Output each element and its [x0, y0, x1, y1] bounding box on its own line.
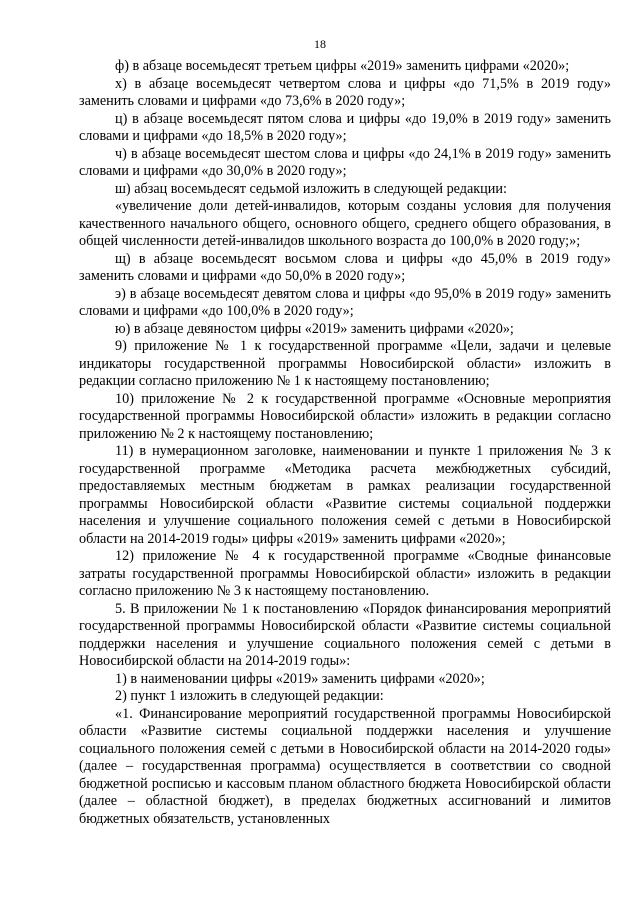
- paragraph: 2) пункт 1 изложить в следующей редакции:: [115, 688, 384, 704]
- paragraph: э) в абзаце восемьдесят девятом слова и цифры «до 95,0% в 2019 году» заменить словами и цифрами «до 100,0% в 2020 году»;: [79, 285, 611, 319]
- paragraph: «увеличение доли детей-инвалидов, которым созданы условия для получения качественного начального общего, основного общего, среднего общего образования, в общей численности детей-инвалидов школьного возраста до 100,0% в 2020 году;»;: [79, 198, 611, 249]
- paragraph: ф) в абзаце восемьдесят третьем цифры «2019» заменить цифрами «2020»;: [115, 58, 570, 74]
- paragraph: 1) в наименовании цифры «2019» заменить цифрами «2020»;: [115, 670, 485, 687]
- paragraph: 12) приложение № 4 к государственной программе «Сводные финансовые затраты государственной программы Новосибирской области» изложить в редакции согласно приложению № 3 к настоящему постановлению.: [79, 548, 611, 599]
- paragraph: 10) приложение № 2 к государственной программе «Основные мероприятия государственной программы Новосибирской области» изложить в редакции согласно приложению № 2 к настоящему постановлению;: [79, 390, 611, 442]
- page-number: 18: [314, 37, 326, 51]
- paragraph: ц) в абзаце восемьдесят пятом слова и цифры «до 19,0% в 2019 году» заменить словами и цифрами «до 18,5% в 2020 году»;: [79, 110, 611, 144]
- paragraph: щ) в абзаце восемьдесят восьмом слова и цифры «до 45,0% в 2019 году» заменить словами и цифрами «до 50,0% в 2020 году»;: [79, 250, 611, 284]
- paragraph: 9) приложение № 1 к государственной программе «Цели, задачи и целевые индикаторы государственной программы Новосибирской области» изложить в редакции согласно приложению № 1 к настоящему постановлению;: [79, 338, 611, 389]
- paragraph: ш) абзац восемьдесят седьмой изложить в следующей редакции:: [115, 180, 507, 197]
- paragraph: х) в абзаце восемьдесят четвертом слова и цифры «до 71,5% в 2019 году» заменить словами и цифрами «до 73,6% в 2020 году»;: [79, 75, 611, 109]
- paragraph: 11) в нумерационном заголовке, наименовании и пункте 1 приложения № 3 к государственной программе «Методика расчета межбюджетных субсидий, предоставляемых местным бюджетам в рамках реализации государственной программы Новосибирской области «Развитие системы социальной поддержки населения и улучшение социального положения семей с детьми в Новосибирской области на 2014-2019 годы» цифры «2019» заменить цифрами «2020»;: [79, 443, 611, 547]
- paragraph: ч) в абзаце восемьдесят шестом слова и цифры «до 24,1% в 2019 году» заменить словами и цифрами «до 30,0% в 2020 году»;: [79, 145, 611, 179]
- paragraph: ю) в абзаце девяностом цифры «2019» заменить цифрами «2020»;: [115, 320, 514, 337]
- document-body: [79, 58, 611, 828]
- paragraph: 5. В приложении № 1 к постановлению «Порядок финансирования мероприятий государственной программы Новосибирской области «Развитие системы социальной поддержки населения и улучшение социального положения семей с детьми в Новосибирской области на 2014-2019 годы»:: [79, 600, 611, 669]
- paragraph: «1. Финансирование мероприятий государственной программы Новосибирской области «Развитие системы социальной поддержки населения и улучшение социального положения семей с детьми в Новосибирской области на 2014-2020 годы» (далее – государственная программа) осуществляется в соответствии со сводной бюджетной росписью и кассовым планом областного бюджета Новосибирской области (далее – областной бюджет), в пределах бюджетных ассигнований и лимитов бюджетных обязательств, установленных: [79, 705, 611, 827]
